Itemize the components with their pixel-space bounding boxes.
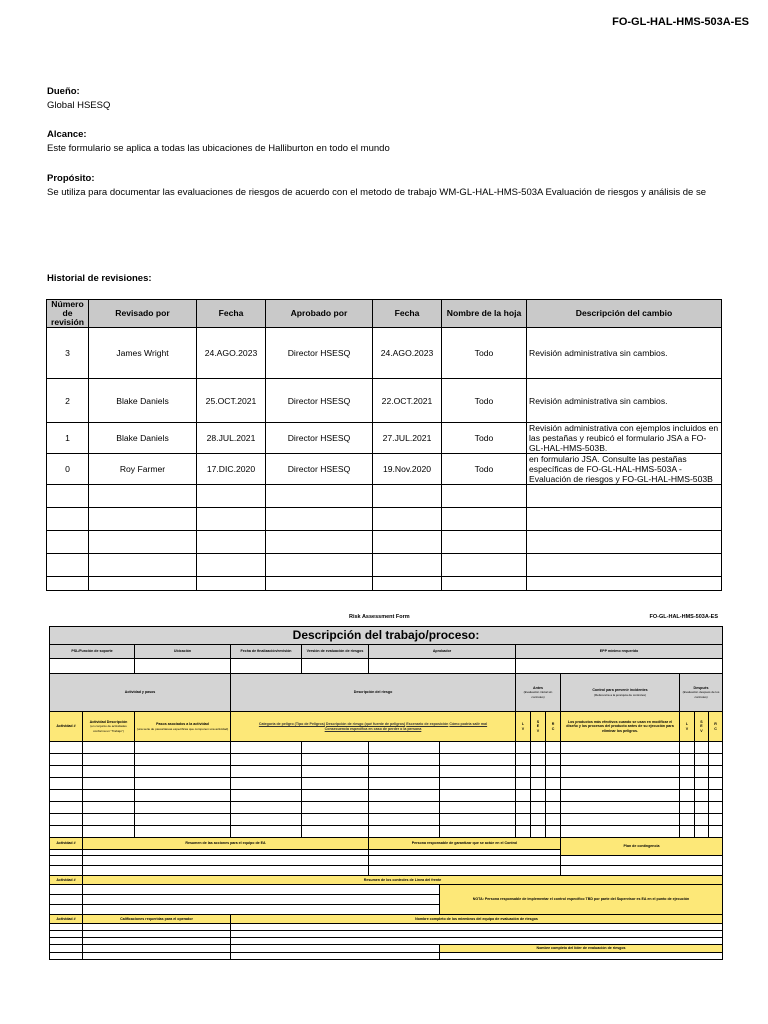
change-description: Revisión administrativa sin cambios. [527, 379, 722, 423]
scope-label: Alcance: [47, 129, 87, 140]
table-row [47, 328, 722, 379]
team-members-header: Nombre completo de los miembros del equipo de evaluación de riesgos [231, 915, 723, 924]
approval-date: 19.Nov.2020 [373, 454, 442, 485]
table-row [47, 379, 722, 423]
change-description: en formulario JSA. Consulte las pestañas específicas de FO-GL-HAL-HMS-503A - Evaluación de riesgos y FO-GL-HAL-HMS-503B [527, 454, 722, 485]
scope-section [47, 128, 390, 156]
reviewed-by: Blake Daniels [89, 423, 197, 454]
header-approval-date: Fecha [373, 300, 442, 328]
review-date: 28.JUL.2021 [197, 423, 266, 454]
header-approved-by: Aprobado por [266, 300, 373, 328]
rating-sev: S E V [531, 712, 546, 742]
psl-header: PSL/Función de soporte [50, 645, 135, 659]
after-rating-sev: S E V [695, 712, 709, 742]
approved-by: Director HSESQ [266, 379, 373, 423]
header-date: Fecha [197, 300, 266, 328]
scope-value: Este formulario se aplica a todas las ubicaciones de Halliburton en todo el mundo [47, 143, 390, 154]
revision-header-row [47, 300, 722, 328]
note-cell: NOTA: Persona responsable de implementar el control específico TBD por parte del Supervisor es EA en el punto de ejecución [440, 885, 723, 915]
risk-subcolumns: Categoría de peligro (Tipo de Peligros) Descripción de riesgo (qué fuente de peligros) Escenario de exposición Cómo podría salir mal Consecuencia específica en caso de perder o la persona [231, 712, 516, 742]
responsible-person-header: Persona responsable de garantizar que se actúe en el Control [369, 838, 561, 850]
header-reviewed-by: Revisado por [89, 300, 197, 328]
completion-date-header: Fecha de finalización/revisión [231, 645, 302, 659]
after-label: Después [693, 685, 709, 690]
purpose-value: Se utiliza para documentar las evaluaciones de riesgos de acuerdo con el metodo de trabajo WM-GL-HAL-HMS-503A Evaluación de riesgos y análisis de se [47, 187, 707, 198]
rating-lv: L V [516, 712, 531, 742]
approved-by: Director HSESQ [266, 423, 373, 454]
team-activity-header: Actividad # [50, 915, 83, 924]
revision-history-table [46, 299, 722, 591]
reviewed-by: Roy Farmer [89, 454, 197, 485]
qualifications-header: Calificaciones requeridas para el operador [83, 915, 231, 924]
change-description: Revisión administrativa con ejemplos incluidos en las pestañas y reubicó el formulario JSA a FO-GL-HAL-HMS-503B. [527, 423, 722, 454]
steps-header: Pasos asociados a la actividad (una serie de pasos/tareas específicas que componen una actividad) [135, 712, 231, 742]
review-date: 25.OCT.2021 [197, 379, 266, 423]
summary-activity-header: Actividad # [50, 838, 83, 850]
before-sub: (Evaluación inicial sin controles) [523, 690, 553, 699]
reviewed-by: James Wright [89, 328, 197, 379]
activity-steps-header: Actividad y pasos [50, 674, 231, 712]
table-row [47, 531, 722, 554]
contingency-header: Plan de contingencia [561, 838, 723, 856]
controls-sub: (Referencia a la jerarquía de controles) [593, 692, 647, 697]
owner-value: Global HSESQ [47, 100, 111, 111]
frontline-controls-header: Resumen de los controles de Línea del frente [83, 876, 723, 885]
revision-number: 2 [47, 379, 89, 423]
before-label: Antes [533, 685, 543, 690]
change-description: Revisión administrativa sin cambios. [527, 328, 722, 379]
table-row [47, 454, 722, 485]
frontline-activity-header: Actividad # [50, 876, 83, 885]
risk-description-header: Descripción del riesgo [231, 674, 516, 712]
version-header: Versión de evaluación de riesgos [302, 645, 369, 659]
table-row [47, 554, 722, 577]
approver-header: Aprobador [369, 645, 516, 659]
leader-header: Nombre completo del líder de evaluación de riesgos [440, 945, 723, 953]
revision-number: 3 [47, 328, 89, 379]
location-header: Ubicación [135, 645, 231, 659]
revision-history-title: Historial de revisiones: [47, 273, 152, 284]
approved-by: Director HSESQ [266, 328, 373, 379]
table-row [47, 423, 722, 454]
owner-section [47, 85, 110, 113]
activity-number-header: Actividad # [50, 712, 83, 742]
sheet-name: Todo [442, 328, 527, 379]
review-date: 17.DIC.2020 [197, 454, 266, 485]
after-sub: (Evaluación después de los controles) [682, 690, 720, 699]
approval-date: 24.AGO.2023 [373, 328, 442, 379]
table-row [47, 577, 722, 591]
purpose-label: Propósito: [47, 173, 95, 184]
after-rating-risk: R C [709, 712, 723, 742]
owner-label: Dueño: [47, 86, 80, 97]
sheet-name: Todo [442, 379, 527, 423]
form-heading: Descripción del trabajo/proceso: [50, 627, 723, 645]
sheet-name: Todo [442, 454, 527, 485]
header-change-description: Descripción del cambio [527, 300, 722, 328]
after-rating-lv: L V [680, 712, 695, 742]
header-revision-number: Número de revisión [47, 300, 89, 328]
rating-risk: R C [546, 712, 561, 742]
revision-number: 1 [47, 423, 89, 454]
ppe-header: EPP mínimo requerido [516, 645, 723, 659]
table-row [47, 485, 722, 508]
sheet-name: Todo [442, 423, 527, 454]
activity-description-header: Actividad Descripción (en conjunto de actividades conforma un "Trabajo") [83, 712, 135, 742]
risk-assessment-form [49, 626, 723, 960]
controls-header [561, 674, 680, 712]
review-date: 24.AGO.2023 [197, 328, 266, 379]
table-row [47, 508, 722, 531]
control-note: Los productos más efectivos cuando se usan en modificar el diseño y los procesos del producto antes de su ejecución para eliminar los peligros. [561, 712, 680, 742]
approval-date: 22.OCT.2021 [373, 379, 442, 423]
controls-label: Control para prevenir incidentes [592, 688, 648, 693]
reviewed-by: Blake Daniels [89, 379, 197, 423]
document-code: FO-GL-HAL-HMS-503A-ES [612, 16, 749, 28]
approved-by: Director HSESQ [266, 454, 373, 485]
before-header [516, 674, 561, 712]
approval-date: 27.JUL.2021 [373, 423, 442, 454]
header-sheet-name: Nombre de la hoja [442, 300, 527, 328]
form-title: Risk Assessment Form [349, 614, 410, 620]
purpose-section [47, 172, 706, 200]
form-code: FO-GL-HAL-HMS-503A-ES [649, 614, 718, 620]
revision-number: 0 [47, 454, 89, 485]
after-header [680, 674, 723, 712]
summary-actions-header: Resumen de las acciones para el equipo de EA [83, 838, 369, 850]
